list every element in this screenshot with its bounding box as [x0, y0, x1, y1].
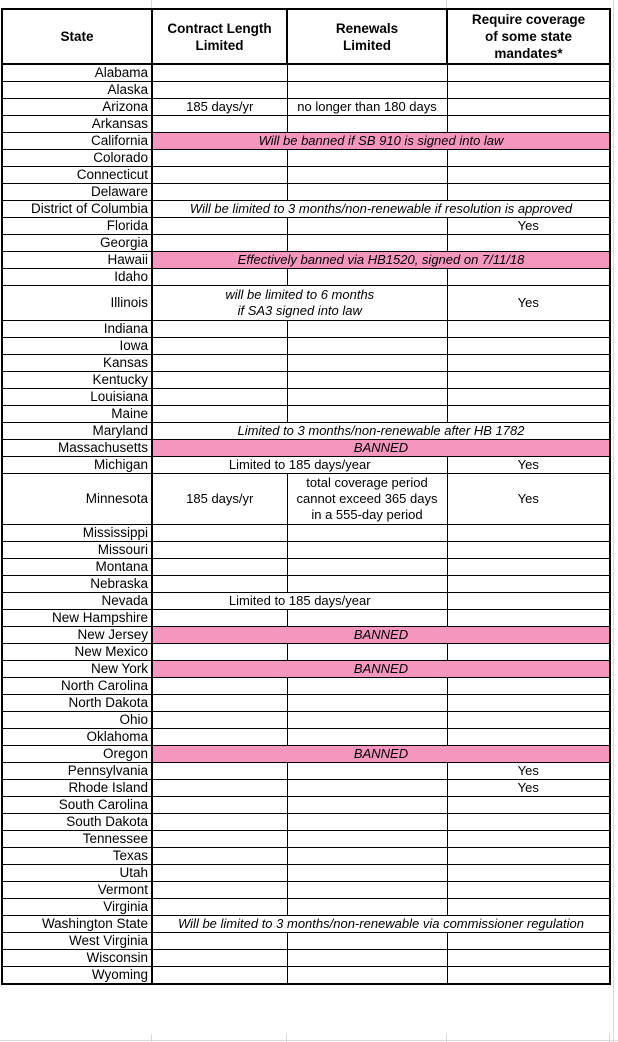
mandates-cell	[447, 64, 610, 82]
state-cell: Nebraska	[2, 576, 152, 593]
state-cell: North Carolina	[2, 678, 152, 695]
state-cell: Arizona	[2, 99, 152, 116]
renewals-cell	[287, 355, 447, 372]
state-cell: Washington State	[2, 916, 152, 933]
merged-note-cell: Will be banned if SB 910 is signed into law	[152, 133, 610, 150]
table-row	[2, 82, 610, 99]
state-cell: Colorado	[2, 150, 152, 167]
state-cell: Alaska	[2, 82, 152, 99]
contract-length-cell: 185 days/yr	[152, 474, 287, 525]
column-header-mandates: Require coverage of some state mandates*	[447, 9, 610, 64]
contract-length-cell	[152, 64, 287, 82]
renewals-cell	[287, 64, 447, 82]
merged-note-cell: Will be limited to 3 months/non-renewable if resolution is approved	[152, 201, 610, 218]
merged-note-cell: Limited to 185 days/year	[152, 593, 447, 610]
contract-length-cell	[152, 695, 287, 712]
table-row	[2, 576, 610, 593]
state-cell: South Carolina	[2, 797, 152, 814]
mandates-cell	[447, 729, 610, 746]
table-row	[2, 525, 610, 542]
renewals-cell	[287, 525, 447, 542]
renewals-cell	[287, 406, 447, 423]
state-cell: New Jersey	[2, 627, 152, 644]
contract-length-cell	[152, 184, 287, 201]
state-cell: Ohio	[2, 712, 152, 729]
state-cell: Indiana	[2, 321, 152, 338]
sheet-gridline	[446, 0, 447, 8]
renewals-cell: no longer than 180 days	[287, 99, 447, 116]
table-row	[2, 338, 610, 355]
mandates-cell	[447, 644, 610, 661]
mandates-cell	[447, 150, 610, 167]
state-cell: New Hampshire	[2, 610, 152, 627]
table-row	[2, 882, 610, 899]
state-cell: Missouri	[2, 542, 152, 559]
table-row	[2, 542, 610, 559]
state-cell: Kentucky	[2, 372, 152, 389]
state-cell: Michigan	[2, 457, 152, 474]
state-cell: Wyoming	[2, 967, 152, 985]
renewals-cell	[287, 899, 447, 916]
mandates-cell	[447, 933, 610, 950]
table-row	[2, 269, 610, 286]
renewals-cell	[287, 372, 447, 389]
table-row	[2, 746, 610, 763]
state-cell: Hawaii	[2, 252, 152, 269]
mandates-cell	[447, 116, 610, 133]
contract-length-cell	[152, 899, 287, 916]
table-row	[2, 372, 610, 389]
merged-note-cell: Limited to 3 months/non-renewable after HB 1782	[152, 423, 610, 440]
contract-length-cell	[152, 729, 287, 746]
table-row	[2, 235, 610, 252]
contract-length-cell	[152, 355, 287, 372]
mandates-cell: Yes	[447, 780, 610, 797]
sheet-gridline	[0, 1040, 618, 1041]
renewals-cell	[287, 338, 447, 355]
mandates-cell	[447, 576, 610, 593]
table-row	[2, 644, 610, 661]
mandates-cell	[447, 695, 610, 712]
renewals-cell	[287, 389, 447, 406]
mandates-cell	[447, 865, 610, 882]
contract-length-cell	[152, 406, 287, 423]
mandates-cell	[447, 542, 610, 559]
mandates-cell	[447, 814, 610, 831]
mandates-cell	[447, 848, 610, 865]
mandates-cell	[447, 167, 610, 184]
mandates-cell	[447, 269, 610, 286]
renewals-cell	[287, 695, 447, 712]
table-row	[2, 133, 610, 150]
contract-length-cell	[152, 678, 287, 695]
mandates-cell	[447, 712, 610, 729]
mandates-cell	[447, 406, 610, 423]
table-row	[2, 678, 610, 695]
contract-length-cell	[152, 269, 287, 286]
renewals-cell	[287, 184, 447, 201]
table-row	[2, 695, 610, 712]
renewals-cell	[287, 644, 447, 661]
renewals-cell	[287, 610, 447, 627]
renewals-cell	[287, 967, 447, 985]
table-row	[2, 218, 610, 235]
contract-length-cell	[152, 235, 287, 252]
state-cell: Wisconsin	[2, 950, 152, 967]
table-row	[2, 150, 610, 167]
table-row	[2, 286, 610, 321]
contract-length-cell	[152, 338, 287, 355]
contract-length-cell	[152, 218, 287, 235]
table-row	[2, 201, 610, 218]
contract-length-cell	[152, 780, 287, 797]
table-row	[2, 916, 610, 933]
table-row	[2, 389, 610, 406]
table-row	[2, 184, 610, 201]
renewals-cell	[287, 933, 447, 950]
state-cell: North Dakota	[2, 695, 152, 712]
contract-length-cell: 185 days/yr	[152, 99, 287, 116]
state-cell: Connecticut	[2, 167, 152, 184]
renewals-cell	[287, 797, 447, 814]
state-cell: District of Columbia	[2, 201, 152, 218]
mandates-cell	[447, 610, 610, 627]
mandates-cell	[447, 338, 610, 355]
state-cell: South Dakota	[2, 814, 152, 831]
mandates-cell	[447, 593, 610, 610]
contract-length-cell	[152, 542, 287, 559]
state-cell: Virginia	[2, 899, 152, 916]
sheet-gridline	[613, 0, 614, 1042]
state-cell: Utah	[2, 865, 152, 882]
renewals-cell	[287, 848, 447, 865]
mandates-cell	[447, 184, 610, 201]
contract-length-cell	[152, 576, 287, 593]
contract-length-cell	[152, 610, 287, 627]
mandates-cell	[447, 678, 610, 695]
table-row	[2, 797, 610, 814]
renewals-cell	[287, 82, 447, 99]
contract-length-cell	[152, 848, 287, 865]
table-row	[2, 423, 610, 440]
state-regulations-table	[1, 8, 611, 985]
mandates-cell: Yes	[447, 218, 610, 235]
contract-length-cell	[152, 831, 287, 848]
merged-note-cell: Will be limited to 3 months/non-renewable via commissioner regulation	[152, 916, 610, 933]
mandates-cell	[447, 235, 610, 252]
contract-length-cell	[152, 167, 287, 184]
contract-length-cell	[152, 882, 287, 899]
contract-length-cell	[152, 797, 287, 814]
state-cell: Texas	[2, 848, 152, 865]
renewals-cell	[287, 729, 447, 746]
contract-length-cell	[152, 559, 287, 576]
mandates-cell: Yes	[447, 286, 610, 321]
state-cell: Massachusetts	[2, 440, 152, 457]
mandates-cell	[447, 389, 610, 406]
state-cell: California	[2, 133, 152, 150]
renewals-cell	[287, 321, 447, 338]
renewals-cell	[287, 780, 447, 797]
table-row	[2, 967, 610, 985]
table-row	[2, 848, 610, 865]
state-cell: New York	[2, 661, 152, 678]
header-row	[2, 9, 610, 64]
table-row	[2, 593, 610, 610]
table-row	[2, 440, 610, 457]
state-cell: Alabama	[2, 64, 152, 82]
column-header-contract-length: Contract Length Limited	[152, 9, 287, 64]
renewals-cell	[287, 763, 447, 780]
column-header-state: State	[2, 9, 152, 64]
state-cell: Maine	[2, 406, 152, 423]
renewals-cell	[287, 831, 447, 848]
table-row	[2, 474, 610, 525]
table-row	[2, 355, 610, 372]
table-row	[2, 933, 610, 950]
mandates-cell	[447, 372, 610, 389]
state-cell: Illinois	[2, 286, 152, 321]
renewals-cell	[287, 235, 447, 252]
merged-note-cell: Effectively banned via HB1520, signed on 7/11/18	[152, 252, 610, 269]
mandates-cell: Yes	[447, 457, 610, 474]
contract-length-cell	[152, 150, 287, 167]
renewals-cell	[287, 269, 447, 286]
renewals-cell	[287, 576, 447, 593]
merged-note-cell: BANNED	[152, 440, 610, 457]
renewals-cell	[287, 814, 447, 831]
table-row	[2, 99, 610, 116]
table-row	[2, 167, 610, 184]
table-row	[2, 950, 610, 967]
mandates-cell	[447, 321, 610, 338]
contract-length-cell	[152, 372, 287, 389]
table-row	[2, 899, 610, 916]
state-cell: New Mexico	[2, 644, 152, 661]
state-cell: Iowa	[2, 338, 152, 355]
contract-length-cell	[152, 933, 287, 950]
renewals-cell	[287, 167, 447, 184]
mandates-cell	[447, 967, 610, 985]
table-row	[2, 457, 610, 474]
state-cell: Kansas	[2, 355, 152, 372]
column-header-renewals: Renewals Limited	[287, 9, 447, 64]
table-row	[2, 610, 610, 627]
state-cell: Vermont	[2, 882, 152, 899]
renewals-cell	[287, 559, 447, 576]
table-row	[2, 406, 610, 423]
contract-length-cell	[152, 950, 287, 967]
table-row	[2, 661, 610, 678]
renewals-cell	[287, 865, 447, 882]
renewals-cell	[287, 218, 447, 235]
state-cell: Georgia	[2, 235, 152, 252]
state-cell: Rhode Island	[2, 780, 152, 797]
contract-length-cell	[152, 644, 287, 661]
contract-length-cell	[152, 116, 287, 133]
state-cell: Minnesota	[2, 474, 152, 525]
state-cell: Mississippi	[2, 525, 152, 542]
state-cell: Montana	[2, 559, 152, 576]
renewals-cell: total coverage period cannot exceed 365 days in a 555-day period	[287, 474, 447, 525]
state-cell: Idaho	[2, 269, 152, 286]
merged-note-cell: will be limited to 6 months if SA3 signed into law	[152, 286, 447, 321]
contract-length-cell	[152, 389, 287, 406]
state-cell: Delaware	[2, 184, 152, 201]
table-row	[2, 814, 610, 831]
contract-length-cell	[152, 82, 287, 99]
table-row	[2, 64, 610, 82]
contract-length-cell	[152, 712, 287, 729]
table-row	[2, 252, 610, 269]
renewals-cell	[287, 150, 447, 167]
renewals-cell	[287, 678, 447, 695]
contract-length-cell	[152, 814, 287, 831]
state-cell: Nevada	[2, 593, 152, 610]
contract-length-cell	[152, 321, 287, 338]
mandates-cell	[447, 559, 610, 576]
state-cell: Tennessee	[2, 831, 152, 848]
sheet-gridline	[151, 0, 152, 8]
mandates-cell	[447, 831, 610, 848]
merged-note-cell: BANNED	[152, 746, 610, 763]
mandates-cell	[447, 355, 610, 372]
mandates-cell	[447, 899, 610, 916]
table-row	[2, 865, 610, 882]
contract-length-cell	[152, 967, 287, 985]
mandates-cell	[447, 797, 610, 814]
table-row	[2, 321, 610, 338]
merged-note-cell: Limited to 185 days/year	[152, 457, 447, 474]
mandates-cell: Yes	[447, 474, 610, 525]
mandates-cell	[447, 882, 610, 899]
mandates-cell: Yes	[447, 763, 610, 780]
renewals-cell	[287, 882, 447, 899]
mandates-cell	[447, 99, 610, 116]
state-cell: West Virginia	[2, 933, 152, 950]
table-row	[2, 559, 610, 576]
mandates-cell	[447, 82, 610, 99]
contract-length-cell	[152, 865, 287, 882]
table-row	[2, 712, 610, 729]
renewals-cell	[287, 116, 447, 133]
state-cell: Oklahoma	[2, 729, 152, 746]
table-row	[2, 763, 610, 780]
contract-length-cell	[152, 525, 287, 542]
state-cell: Maryland	[2, 423, 152, 440]
state-cell: Arkansas	[2, 116, 152, 133]
table-row	[2, 729, 610, 746]
merged-note-cell: BANNED	[152, 627, 610, 644]
mandates-cell	[447, 950, 610, 967]
state-cell: Florida	[2, 218, 152, 235]
renewals-cell	[287, 712, 447, 729]
renewals-cell	[287, 950, 447, 967]
merged-note-cell: BANNED	[152, 661, 610, 678]
table-row	[2, 831, 610, 848]
state-cell: Pennsylvania	[2, 763, 152, 780]
state-cell: Louisiana	[2, 389, 152, 406]
state-cell: Oregon	[2, 746, 152, 763]
table-row	[2, 116, 610, 133]
renewals-cell	[287, 542, 447, 559]
contract-length-cell	[152, 763, 287, 780]
mandates-cell	[447, 525, 610, 542]
table-row	[2, 627, 610, 644]
table-row	[2, 780, 610, 797]
